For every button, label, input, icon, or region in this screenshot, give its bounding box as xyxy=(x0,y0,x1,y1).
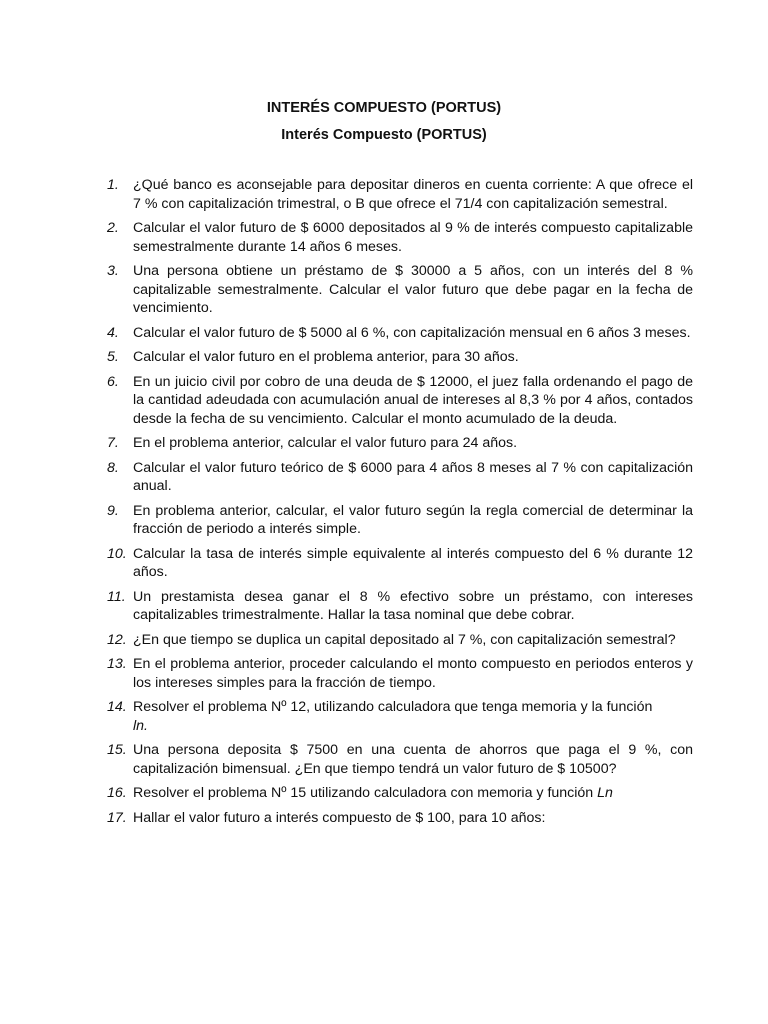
problem-number: 10. xyxy=(107,545,127,562)
problem-number: 17. xyxy=(107,809,127,826)
problem-number: 1. xyxy=(107,177,119,193)
problem-item xyxy=(107,784,693,803)
problem-number: 5. xyxy=(107,349,119,365)
problem-number: 9. xyxy=(107,502,119,519)
problem-number: 7. xyxy=(107,435,119,451)
problem-item xyxy=(107,324,693,343)
problem-number: 4. xyxy=(107,324,119,341)
problem-number: 12. xyxy=(107,631,127,648)
problem-text: Calcular el valor futuro teórico de $ 6000 para 4 años 8 meses al 7 % con capitalización anual. xyxy=(133,459,693,494)
problem-number: 8. xyxy=(107,459,119,476)
problem-number: 3. xyxy=(107,263,119,279)
function-name: ln. xyxy=(133,717,148,734)
problem-item xyxy=(107,459,693,496)
problem-text: En el problema anterior, calcular el valor futuro para 24 años. xyxy=(133,435,518,451)
problem-number: 16. xyxy=(107,785,127,801)
problem-text: Calcular la tasa de interés simple equivalente al interés compuesto del 6 % durante 12 años. xyxy=(133,545,693,580)
problem-item xyxy=(107,741,693,778)
document-title: INTERÉS COMPUESTO (PORTUS) xyxy=(266,100,502,116)
problem-item xyxy=(107,176,693,213)
problem-list xyxy=(107,176,693,833)
problem-item xyxy=(107,219,693,256)
problem-item xyxy=(107,545,693,582)
document-subtitle: Interés Compuesto (PORTUS) xyxy=(281,127,487,143)
problem-text: En problema anterior, calcular, el valor futuro según la regla comercial de determinar la fracción de periodo a interés simple. xyxy=(133,502,693,537)
problem-text-wrapper xyxy=(133,698,693,735)
problem-item xyxy=(107,502,693,539)
function-name: Ln xyxy=(597,785,613,801)
problem-text: Hallar el valor futuro a interés compuesto de $ 100, para 10 años: xyxy=(133,809,546,826)
problem-text: Calcular el valor futuro de $ 5000 al 6 %, con capitalización mensual en 6 años 3 meses. xyxy=(133,324,691,341)
problem-item xyxy=(107,348,693,367)
problem-item xyxy=(107,655,693,692)
problem-text: ¿Qué banco es aconsejable para depositar dineros en cuenta corriente: A que ofrece el 7 % con capitalización trimestral, o B que ofrece el 71/4 con capitalización semestral. xyxy=(133,177,693,212)
problem-item xyxy=(107,631,693,650)
problem-text: En un juicio civil por cobro de una deuda de $ 12000, el juez falla ordenando el pago de la cantidad adeudada con acumulación anual de intereses al 8,3 % por 4 años, contados desde la fecha de su vencimiento. Calcular el monto acumulado de la deuda. xyxy=(133,373,693,427)
problem-text: Una persona deposita $ 7500 en una cuenta de ahorros que paga el 9 %, con capitalización bimensual. ¿En que tiempo tendrá un valor futuro de $ 10500? xyxy=(133,742,693,777)
problem-item xyxy=(107,588,693,625)
problem-number: 11. xyxy=(107,588,126,605)
problem-text: Resolver el problema Nº 15 utilizando calculadora con memoria y función xyxy=(133,785,594,801)
problem-item xyxy=(107,698,693,735)
problem-text: Calcular el valor futuro en el problema anterior, para 30 años. xyxy=(133,349,519,365)
problem-text: Resolver el problema Nº 12, utilizando calculadora que tenga memoria y la función xyxy=(133,699,653,715)
problem-text-wrapper xyxy=(133,784,693,803)
problem-text: Un prestamista desea ganar el 8 % efectivo sobre un préstamo, con intereses capitalizables trimestralmente. Hallar la tasa nominal que debe cobrar. xyxy=(133,588,693,623)
problem-number: 14. xyxy=(107,699,127,715)
problem-number: 15. xyxy=(107,742,127,758)
problem-item xyxy=(107,809,693,828)
problem-number: 2. xyxy=(107,220,119,236)
problem-text: En el problema anterior, proceder calculando el monto compuesto en periodos enteros y los intereses simples para la fracción de tiempo. xyxy=(133,656,693,691)
problem-number: 13. xyxy=(107,656,127,672)
problem-item xyxy=(107,373,693,429)
problem-item xyxy=(107,434,693,453)
problem-text: Calcular el valor futuro de $ 6000 depositados al 9 % de interés compuesto capitalizable semestralmente durante 14 años 6 meses. xyxy=(133,220,693,255)
problem-item xyxy=(107,262,693,318)
problem-number: 6. xyxy=(107,373,119,390)
problem-text: ¿En que tiempo se duplica un capital depositado al 7 %, con capitalización semestral? xyxy=(133,631,676,648)
problem-text: Una persona obtiene un préstamo de $ 30000 a 5 años, con un interés del 8 % capitalizable semestralmente. Calcular el valor futuro que debe pagar en la fecha de vencimiento. xyxy=(133,263,693,316)
